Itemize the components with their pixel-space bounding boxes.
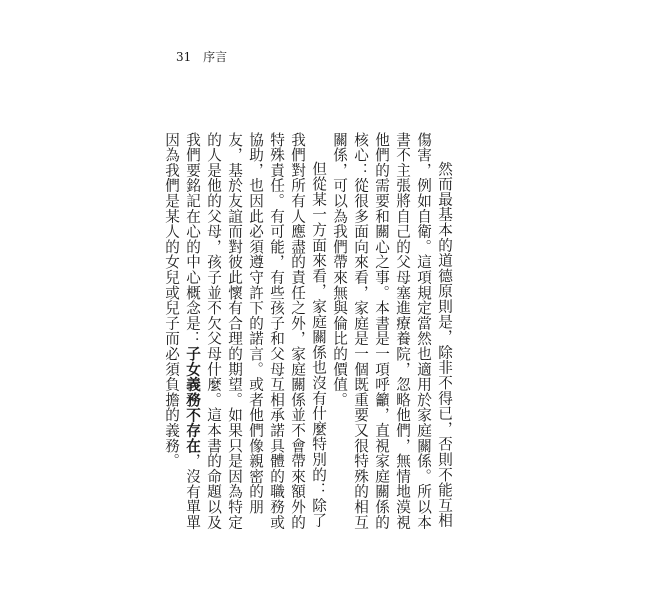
section-title: 序言 <box>203 50 228 64</box>
body-text <box>163 132 455 538</box>
paragraph-1: 然而最基本的道德原則是，除非不得已，否則不能互相傷害，例如自衛。這項規定當然也適用於家庭關係。所以本書不主張將自己的父母塞進療養院，忽略他們，無情地漠視他們的需要和關心之事。本書是一項呼籲，直視家庭關係的核心：從很多面向來看，家庭是一個既重要又很特殊的相互關係，可以為我們帶來無與倫比的價值。 <box>331 132 453 530</box>
paragraph-2-text: 但從某一方面來看，家庭關係也沒有什麼特別的：除了我們對所有人應盡的責任之外，家庭關係並不會帶來額外的特殊責任。有可能，有些孩子和父母互相承諾具體的職務或協助，也因此必須遵守許下的諾言。或者他們像親密的朋友，基於友誼而對彼此懷有合理的期望。如果只是因為特定的人是他的父母，孩子並不欠父母什麼。這本書的命題以及我們要銘記在心的中心概念是： <box>184 132 327 530</box>
page-number: 31 <box>176 50 192 64</box>
page-header <box>176 50 227 64</box>
paragraph-2 <box>161 132 329 538</box>
paragraph-2-end: ，沒有單單因為我們是某人的女兒或兒子而必須負擔的義務。 <box>163 132 201 530</box>
thesis-emphasis: 子女義務不存在 <box>184 346 201 454</box>
